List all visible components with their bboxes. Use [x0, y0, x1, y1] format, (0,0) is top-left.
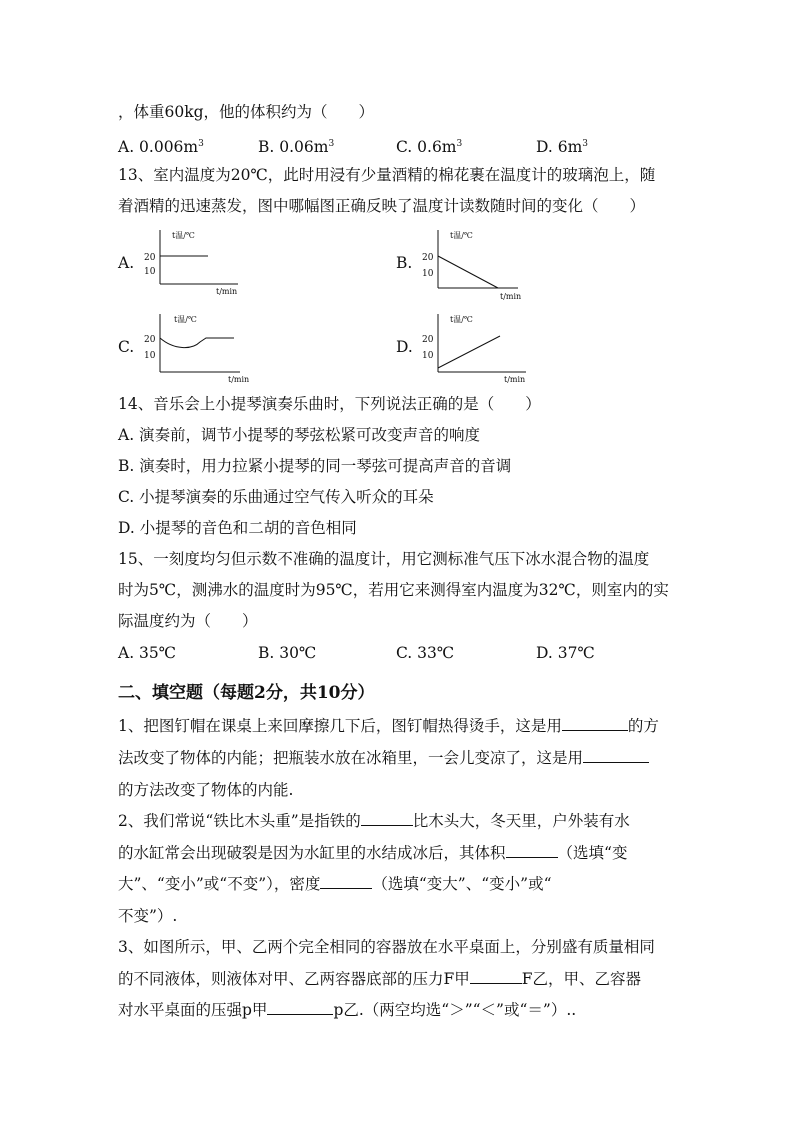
graph-c-label: C.: [118, 338, 135, 356]
graph-b-tick-20: 20: [422, 253, 434, 263]
fill2-line4: 不变”）.: [118, 907, 178, 925]
graph-c-tick-10: 10: [144, 351, 156, 361]
graph-d-tick-20: 20: [422, 335, 434, 345]
graph-a-ylabel: t温/℃: [172, 231, 195, 240]
q14-option-b: B. 演奏时，用力拉紧小提琴的同一琴弦可提高声音的音调: [118, 457, 512, 475]
q12-option-d: D. $6m^3$: [536, 138, 589, 157]
q14-option-d: D. 小提琴的音色和二胡的音色相同: [118, 519, 357, 537]
graph-b-label: B.: [396, 254, 413, 272]
graph-d-label: D.: [396, 338, 413, 356]
graph-a-label: A.: [118, 254, 135, 272]
fill3-line3: 对水平桌面的压强p甲 p乙.（两空均选“＞”“＜”或“＝”）..: [118, 1001, 577, 1019]
graph-d-curve: [438, 336, 500, 368]
graph-a-tick-20: 20: [144, 253, 156, 263]
graph-b-curve: [438, 256, 498, 288]
graph-d-ylabel: t温/℃: [450, 315, 473, 324]
graph-d: [418, 306, 542, 386]
fill3-line2: 的不同液体，则液体对甲、乙两容器底部的压力F甲 F乙，甲、乙容器: [118, 970, 642, 988]
fill2-line3: 大”、“变小”或“不变”），密度 （选填“变大”、“变小”或“: [118, 875, 552, 893]
q15-option-b: B. 30℃: [258, 644, 317, 662]
fill3-blank-2: [267, 1000, 333, 1015]
fill2-line1: 2、我们常说“铁比木头重”是指铁的 比木头大，冬天里，户外装有水: [118, 812, 630, 830]
graph-c: [140, 306, 260, 386]
q15-line2: 时为5℃，测沸水的温度时为95℃，若用它来测得室内温度为32℃，则室内的实: [118, 581, 669, 599]
fill2-blank-1: [361, 811, 413, 826]
q12-option-b: B. $0.06m^3$: [258, 138, 335, 157]
q15-option-a: A. 35℃: [118, 644, 177, 662]
graph-b-tick-10: 10: [422, 269, 434, 279]
q12-option-c: C. $0.6m^3$: [396, 138, 463, 157]
q14-option-a: A. 演奏前，调节小提琴的琴弦松紧可改变声音的响度: [118, 426, 481, 444]
graph-a: [140, 222, 250, 298]
graph-a-xlabel: t/min: [216, 287, 238, 296]
fill2-line2: 的水缸常会出现破裂是因为水缸里的水结成冰后，其体积 （选填“变: [118, 844, 628, 862]
q15-option-c: C. 33℃: [396, 644, 455, 662]
fill3-line1: 3、如图所示，甲、乙两个完全相同的容器放在水平桌面上，分别盛有质量相同: [118, 938, 655, 956]
graph-b-xlabel: t/min: [500, 292, 522, 301]
fill2-blank-2: [506, 843, 558, 858]
fill1-line1: 1、把图钉帽在课桌上来回摩擦几下后，图钉帽热得烫手，这是用 的方: [118, 717, 659, 735]
graph-d-xlabel: t/min: [504, 375, 526, 384]
q13-line2: 着酒精的迅速蒸发，图中哪幅图正确反映了温度计读数随时间的变化（ ）: [118, 197, 646, 215]
q12-option-a: A. $0.006m^3$: [118, 138, 204, 157]
q13-line1: 13、室内温度为20℃，此时用浸有少量酒精的棉花裹在温度计的玻璃泡上，随: [118, 166, 656, 184]
fill3-blank-1: [470, 969, 522, 984]
graph-c-ylabel: t温/℃: [174, 315, 197, 324]
graph-b: [418, 222, 538, 302]
section-2-title: 二、填空题（每题2分，共10分）: [118, 683, 375, 703]
graph-c-xlabel: t/min: [228, 375, 250, 384]
fill1-line2: 法改变了物体的内能；把瓶装水放在冰箱里，一会儿变凉了，这是用: [118, 748, 649, 768]
q14-option-c: C. 小提琴演奏的乐曲通过空气传入听众的耳朵: [118, 488, 434, 506]
graph-b-ylabel: t温/℃: [450, 231, 473, 240]
graph-c-curve: [160, 338, 234, 348]
q15-line1: 15、一刻度均匀但示数不准确的温度计，用它测标准气压下冰水混合物的温度: [118, 550, 650, 568]
fill1-blank-1: [562, 716, 628, 731]
q14-stem: 14、音乐会上小提琴演奏乐曲时，下列说法正确的是（ ）: [118, 395, 541, 413]
fill1-blank-2: [583, 748, 649, 763]
fill1-line3: 的方法改变了物体的内能.: [118, 781, 294, 799]
q15-line3: 际温度约为（ ）: [118, 612, 258, 630]
q15-option-d: D. 37℃: [536, 644, 595, 662]
graph-d-tick-10: 10: [422, 351, 434, 361]
graph-c-tick-20: 20: [144, 335, 156, 345]
fill2-blank-3: [320, 874, 372, 889]
q12-tail: ，体重60kg，他的体积约为（ ）: [118, 103, 375, 121]
graph-a-tick-10: 10: [144, 267, 156, 277]
